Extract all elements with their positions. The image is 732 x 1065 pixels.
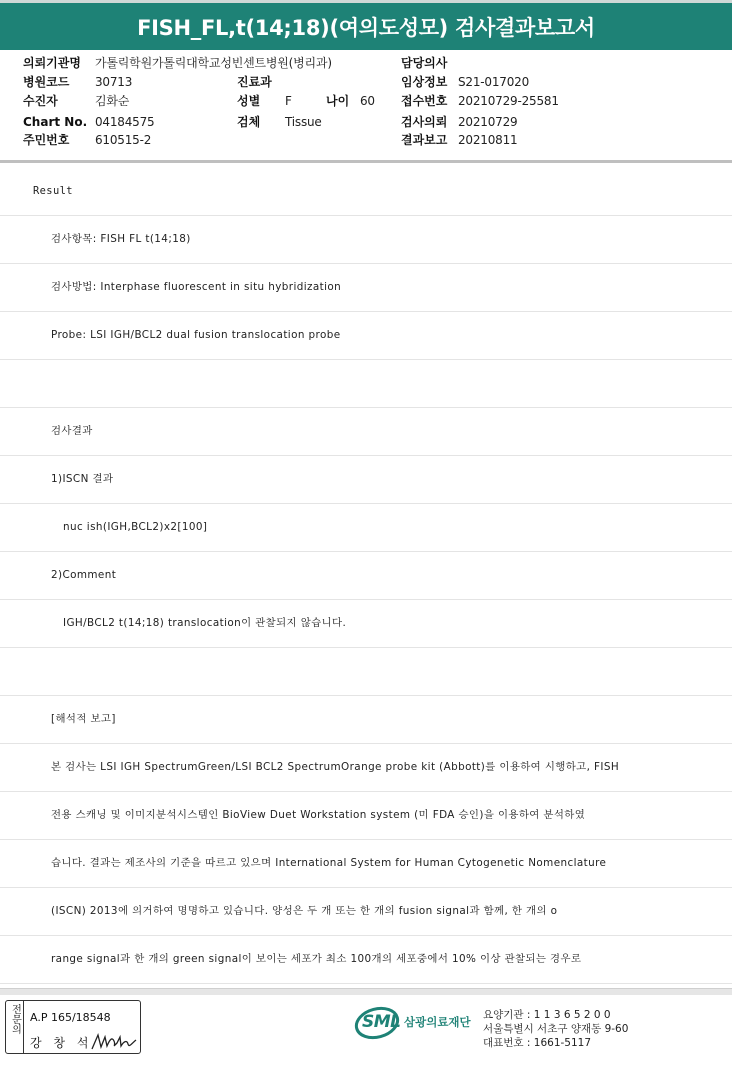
phone-number: 대표번호 : 1661-5117	[483, 1037, 592, 1049]
company-info	[483, 1008, 628, 1050]
result-line	[0, 792, 732, 840]
report-title: FISH_FL,t(14;18)(여의도성모) 검사결과보고서	[0, 0, 732, 50]
license-number: A.P 165/18548	[30, 1011, 111, 1024]
result-line	[0, 408, 732, 456]
result-line	[0, 744, 732, 792]
chart-no-label: Chart No.	[23, 115, 88, 129]
age-value: 60	[360, 94, 375, 108]
pathologist-name: 강 창 석	[30, 1036, 93, 1050]
hospital-code-value: 30713	[95, 75, 133, 89]
facility-code: 요양기관 : 1 1 3 6 5 2 0 0	[483, 1009, 611, 1021]
result-line	[0, 936, 732, 984]
request-value: 20210729	[458, 115, 518, 129]
result-line	[0, 504, 732, 552]
result-section-title: 검사결과	[51, 425, 93, 437]
result-line	[0, 840, 732, 888]
interpretation-text: (ISCN) 2013에 의거하여 명명하고 있습니다. 양성은 두 개 또는 한 개의 fusion signal과 함께, 한 개의 o	[51, 905, 558, 917]
result-line	[0, 312, 732, 360]
company-logo	[356, 1003, 480, 1043]
result-line	[0, 648, 732, 696]
signature-icon	[90, 1031, 138, 1053]
sex-value: F	[285, 94, 292, 108]
logo-text: SML	[362, 1012, 401, 1032]
clinical-info-label: 임상정보	[401, 75, 448, 89]
report-date-label: 결과보고	[401, 133, 448, 147]
patient-label: 수진자	[23, 94, 58, 108]
report-footer	[0, 995, 732, 1065]
result-line	[0, 552, 732, 600]
result-line	[0, 168, 732, 216]
sex-label: 성별	[237, 94, 261, 108]
result-body	[0, 168, 732, 984]
iscn-heading: 1)ISCN 결과	[51, 473, 114, 485]
company-name: 삼광의료재단	[404, 1015, 471, 1029]
result-line	[0, 600, 732, 648]
dept-label: 진료과	[237, 75, 272, 89]
specimen-value: Tissue	[285, 115, 322, 129]
test-item: 검사항목: FISH FL t(14;18)	[51, 233, 191, 245]
request-label: 검사의뢰	[401, 115, 448, 129]
patient-value: 김화순	[95, 94, 130, 108]
result-line	[0, 264, 732, 312]
interpretation-text: 습니다. 결과는 제조사의 기준을 따르고 있으며 International System for Human Cytogenetic Nomenclature	[51, 857, 607, 869]
result-line	[0, 696, 732, 744]
comment-text: IGH/BCL2 t(14;18) translocation이 관찰되지 않습니다.	[63, 617, 347, 629]
id-number-label: 주민번호	[23, 133, 70, 147]
company-address: 서울특별시 서초구 양재동 9-60	[483, 1023, 629, 1035]
doctor-label: 담당의사	[401, 56, 448, 70]
result-line	[0, 216, 732, 264]
specimen-label: 검체	[237, 115, 261, 129]
stamp-side-label	[6, 1001, 24, 1053]
interpretation-text: 본 검사는 LSI IGH SpectrumGreen/LSI BCL2 SpectrumOrange probe kit (Abbott)를 이용하여 시행하고, FISH	[51, 761, 620, 773]
result-line	[0, 360, 732, 408]
footer-divider	[0, 988, 732, 995]
report-date-value: 20210811	[458, 133, 518, 147]
iscn-result: nuc ish(IGH,BCL2)x2[100]	[63, 521, 208, 533]
result-line	[0, 456, 732, 504]
stamp-side-text: 전문의	[9, 1004, 21, 1034]
interpretation-heading: [해석적 보고]	[51, 713, 116, 725]
age-label: 나이	[326, 94, 350, 108]
report-header	[0, 50, 732, 160]
clinical-info-value: S21-017020	[458, 75, 530, 89]
comment-heading: 2)Comment	[51, 569, 117, 581]
interpretation-text: range signal과 한 개의 green signal이 보이는 세포가 최소 100개의 세포중에서 10% 이상 관찰되는 경우로	[51, 953, 582, 965]
test-method: 검사방법: Interphase fluorescent in situ hybridization	[51, 281, 342, 293]
probe-info: Probe: LSI IGH/BCL2 dual fusion translocation probe	[51, 329, 341, 341]
institution-value: 가톨릭학원가톨릭대학교성빈센트병원(병리과)	[95, 56, 332, 70]
id-number-value: 610515-2	[95, 133, 152, 147]
receipt-value: 20210729-25581	[458, 94, 559, 108]
header-divider	[0, 160, 732, 163]
hospital-code-label: 병원코드	[23, 75, 70, 89]
institution-label: 의뢰기관명	[23, 56, 81, 70]
chart-no-value: 04184575	[95, 115, 155, 129]
result-heading: Result	[33, 185, 73, 197]
receipt-label: 접수번호	[401, 94, 448, 108]
interpretation-text: 전용 스캐닝 및 이미지분석시스템인 BioView Duet Workstation system (미 FDA 승인)을 이용하여 분석하였	[51, 809, 586, 821]
pathologist-stamp	[5, 1000, 141, 1054]
result-line	[0, 888, 732, 936]
